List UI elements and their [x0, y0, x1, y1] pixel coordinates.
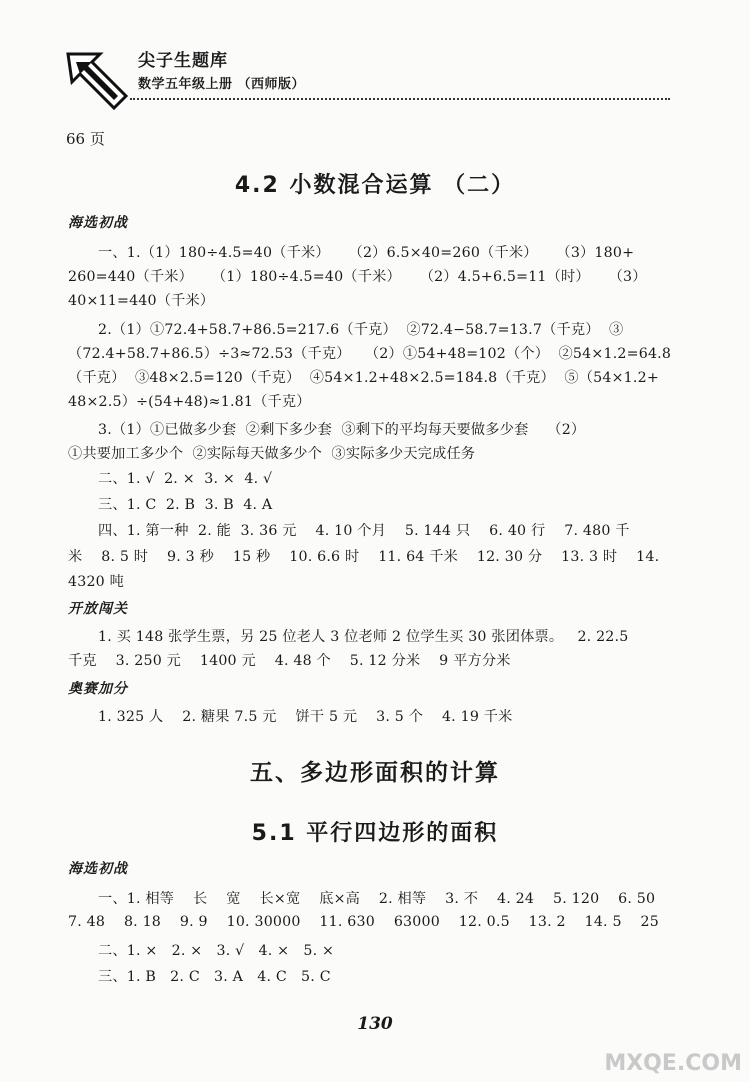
- answer-line: 一、1.（1）180÷4.5=40（千米） （2）6.5×40=260（千米） （3）180+: [98, 245, 635, 261]
- answer-line: 2.（1）①72.4+58.7+86.5=217.6（千克） ②72.4−58.7=13.7（千克） ③: [98, 322, 624, 338]
- section-title-5-1: 5.1 平行四边形的面积: [251, 821, 499, 846]
- answer-line: 1. 买 148 张学生票，另 25 位老人 3 位老师 2 位学生买 30 张团体票。 2. 22.5: [98, 629, 629, 645]
- answer-line: （72.4+58.7+86.5）÷3≈72.53（千克） （2）①54+48=102（个） ②54×1.2=64.8: [68, 346, 672, 362]
- answer-line: 四、1. 第一种 2. 能 3. 36 元 4. 10 个月 5. 144 只 6. 40 行 7. 480 千: [98, 523, 630, 539]
- answer-line: ①共要加工多少个 ②实际每天做多少个 ③实际多少天完成任务: [68, 446, 476, 462]
- subheading-haixuan: 海选初战: [68, 215, 128, 231]
- answer-line: 1. 325 人 2. 糖果 7.5 元 饼干 5 元 3. 5 个 4. 19 千米: [98, 709, 513, 725]
- subheading-aosai: 奥赛加分: [68, 681, 128, 697]
- answer-line: 二、1. × 2. × 3. √ 4. × 5. ×: [98, 943, 335, 959]
- answer-line: 260=440（千米） （1）180÷4.5=40（千米） （2）4.5+6.5=11（时） （3）: [68, 269, 647, 285]
- subheading-haixuan-2: 海选初战: [68, 861, 128, 877]
- arrow-logo-icon: [62, 48, 132, 118]
- answer-line: （千克） ③48×2.5=120（千克） ④54×1.2+48×2.5=184.8（千克） ⑤（54×1.2+: [68, 370, 659, 386]
- answer-line: 三、1. B 2. C 3. A 4. C 5. C: [98, 969, 331, 985]
- header-divider: [130, 98, 670, 100]
- answer-line: 7. 48 8. 18 9. 9 10. 30000 11. 630 63000 12. 0.5 13. 2 14. 5 25: [68, 914, 660, 930]
- answer-line: 三、1. C 2. B 3. B 4. A: [98, 497, 273, 513]
- answer-line: 48×2.5）÷(54+48)≈1.81（千克）: [68, 394, 311, 410]
- answer-line: 3.（1）①已做多少套 ②剩下多少套 ③剩下的平均每天要做多少套 （2）: [98, 422, 586, 438]
- book-title: 数学五年级上册 （西师版）: [138, 77, 306, 92]
- page-reference: 66 页: [66, 130, 105, 148]
- section-title-4-2: 4.2 小数混合运算 （二）: [234, 173, 516, 198]
- answer-line: 40×11=440（千米）: [68, 293, 215, 309]
- answer-line: 千克 3. 250 元 1400 元 4. 48 个 5. 12 分米 9 平方分米: [68, 653, 511, 669]
- chapter-title: 五、多边形面积的计算: [250, 760, 500, 786]
- answer-line: 米 8. 5 时 9. 3 秒 15 秒 10. 6.6 时 11. 64 千米 12. 30 分 13. 3 时 14.: [68, 549, 660, 565]
- subheading-kaifang: 开放闯关: [68, 601, 128, 617]
- answer-line: 4320 吨: [68, 574, 125, 590]
- watermark: MXQE.COM: [604, 1051, 742, 1076]
- answer-line: 一、1. 相等 长 宽 长×宽 底×高 2. 相等 3. 不 4. 24 5. 120 6. 50: [98, 891, 656, 907]
- page-number: 130: [357, 1014, 393, 1034]
- answer-line: 二、1. √ 2. × 3. × 4. √: [98, 471, 273, 487]
- series-brand: 尖子生题库: [138, 51, 228, 71]
